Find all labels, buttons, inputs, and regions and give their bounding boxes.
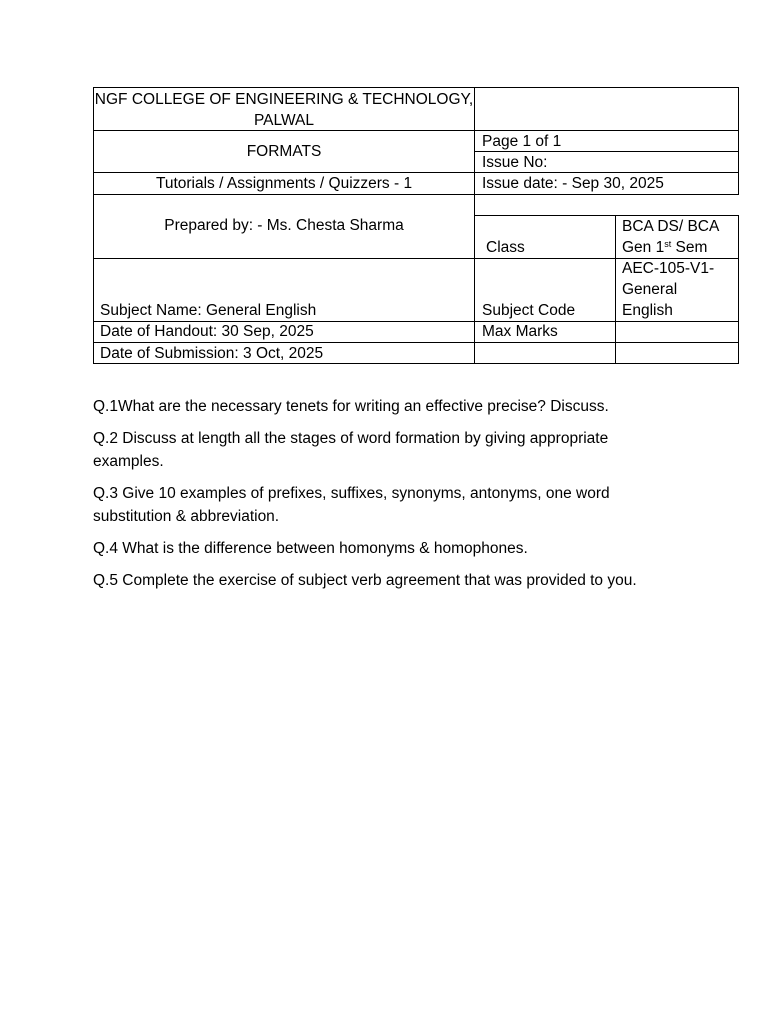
- table-rule: [93, 194, 739, 195]
- class-value-part: Sem: [671, 239, 708, 256]
- class-value-part: Gen 1: [622, 239, 665, 256]
- max-marks-label: Max Marks: [482, 323, 558, 340]
- class-label: Class: [486, 239, 525, 256]
- page-number: Page 1 of 1: [482, 133, 562, 150]
- subject-name: Subject Name: General English: [100, 302, 317, 319]
- class-value-line: BCA DS/ BCA: [622, 218, 720, 235]
- date-of-submission: Date of Submission: 3 Oct, 2025: [100, 345, 324, 362]
- subject-code-line: AEC-105-V1-: [622, 260, 715, 277]
- table-divider: [474, 87, 475, 364]
- ordinal-suffix: st: [664, 239, 672, 249]
- date-of-handout: Date of Handout: 30 Sep, 2025: [100, 323, 314, 340]
- question-item: Q.4 What is the difference between homonyms & homophones.: [93, 540, 528, 557]
- prepared-by: Prepared by: - Ms. Chesta Sharma: [164, 217, 404, 234]
- table-border-right: [738, 215, 739, 364]
- subject-code-value: [622, 258, 714, 321]
- college-name-line: PALWAL: [253, 112, 314, 129]
- question-item: Q.5 Complete the exercise of subject verb agreement that was provided to you.: [93, 572, 637, 589]
- subject-code-line: English: [622, 302, 673, 319]
- class-value-line: [622, 237, 719, 258]
- question-item: Q.1What are the necessary tenets for writing an effective precise? Discuss.: [93, 398, 609, 415]
- question-item: Q.2 Discuss at length all the stages of word formation by giving appropriate examples.: [93, 430, 609, 470]
- formats-label: FORMATS: [246, 143, 322, 160]
- subject-code-line: General: [622, 281, 678, 298]
- table-border-right: [738, 87, 739, 195]
- table-divider: [615, 215, 616, 364]
- college-name-line: NGF COLLEGE OF ENGINEERING & TECHNOLOGY,: [94, 91, 474, 108]
- subject-code-label: Subject Code: [482, 302, 576, 319]
- table-border-top: [93, 87, 739, 88]
- issue-no: Issue No:: [482, 154, 548, 171]
- class-value: [622, 216, 719, 258]
- issue-date: Issue date: - Sep 30, 2025: [482, 175, 664, 192]
- question-item: Q.3 Give 10 examples of prefixes, suffixes, synonyms, antonyms, one word substitution & abbreviation.: [93, 485, 610, 525]
- question-list: [93, 395, 673, 601]
- college-name: [94, 89, 474, 131]
- tutorials-label: Tutorials / Assignments / Quizzers - 1: [155, 175, 413, 192]
